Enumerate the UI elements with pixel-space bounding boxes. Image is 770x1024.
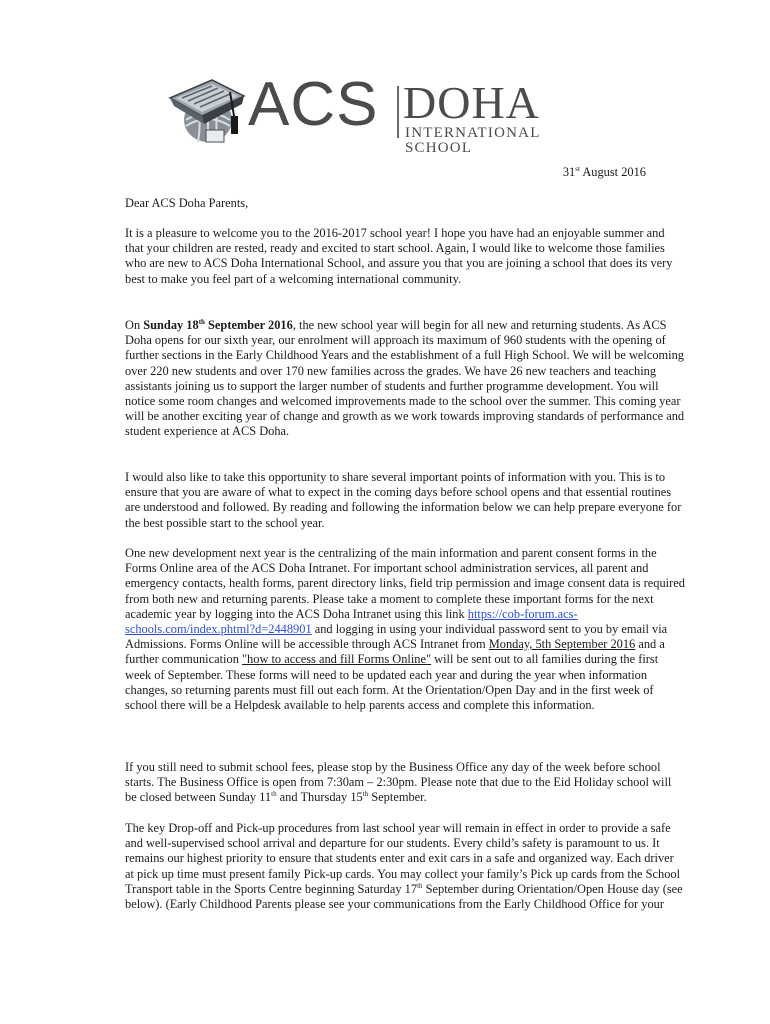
logo-acs-wordmark: ACS <box>248 70 379 139</box>
paragraph-welcome: It is a pleasure to welcome you to the 2016-2017 school year! I hope you have had an enjoyable summer and that your children are rested, ready and excited to start school. Again, I would like to welcome those families who are new to ACS Doha International School, and assure you that you are joining a school that does its very best to make you feel part of a welcoming international community. <box>125 226 673 286</box>
paragraph-new-year: On Sunday 18th September 2016, the new school year will begin for all new and returning students. As ACS Doha opens for our sixth year, our enrolment will approach its maximum of 960 students with the opening of further sections in the Early Childhood Years and the establishment of a full High School. We will be welcoming over 220 new students and over 170 new families across the grades. We have 26 new teachers and teaching assistants joining us to support the larger number of students and further programme development. You will notice some room changes and welcomed improvements made to the school over the summer. This coming year will be another exciting year of change and growth as we work towards improving standards of performance and student experience at ACS Doha. <box>125 317 685 439</box>
logo-doha-wordmark: DOHA <box>403 77 540 128</box>
forms-online-date: Monday, 5th September 2016 <box>488 637 636 652</box>
intranet-link[interactable]: https://cob-forum.acs-schools.com/index.phtml?d=2448901 <box>125 606 578 637</box>
paragraph-drop-off-pick-up: The key Drop-off and Pick-up procedures from last school year will remain in effect in order to provide a safe and well-supervised school arrival and departure for our students. Every child’s safety is paramount to us. It remains our highest priority to ensure that students enter and exit cars in a safe and organized way. Each driver at pick up time must present family Pick-up cards. You may collect your family’s Pick up cards from the School Transport table in the Sports Centre beginning Saturday 17th September during Orientation/Open House day (see below). (Early Childhood Parents please see your communications from the Early Childhood Office for your <box>125 821 683 912</box>
start-date-bold: Sunday 18th September 2016 <box>143 317 293 332</box>
paragraph-forms-online: One new development next year is the centralizing of the main information and parent consent forms in the Forms Online area of the ACS Doha Intranet. For important school administration services, all parent and emergency contacts, health forms, parent directory links, field trip permission and image consent data is required from both new and returning parents. Please take a moment to complete these important forms for the next academic year by logging into the ACS Doha Intranet using this link https://cob-forum.acs-schools.com/index.phtml?d=2448901 and logging in using your individual password sent to you by email via Admissions. Forms Online will be accessible through ACS Intranet from Monday, 5th September 2016 and a further communication "how to access and fill Forms Online" will be sent out to all families during the first week of September. These forms will need to be updated each year and during the year when information changes, so returning parents must fill out each form. At the Orientation/Open Day and in the first week of school there will be a Helpdesk available to help parents access and complete this information. <box>125 546 685 713</box>
paragraph-school-fees: If you still need to submit school fees, please stop by the Business Office any day of the week before school starts. The Business Office is open from 7:30am – 2:30pm. Please note that due to the Eid Holiday school will be closed between Sunday 11th and Thursday 15th September. <box>125 760 672 805</box>
logo-divider <box>397 86 399 138</box>
letterhead <box>168 70 608 156</box>
paragraph-information: I would also like to take this opportunity to share several important points of information with you. This is to ensure that you are aware of what to expect in the coming days before school opens and that essential routines are understood and followed. By reading and following the information below we can help prepare everyone for the best possible start to the school year. <box>125 470 682 530</box>
forms-online-guide-title: "how to access and fill Forms Online" <box>242 652 432 667</box>
salutation: Dear ACS Doha Parents, <box>125 196 249 210</box>
letter-date <box>520 165 646 180</box>
graduation-cap-logo-icon <box>168 76 246 150</box>
date-day-suffix: st <box>575 164 580 173</box>
logo-school-subtitle: INTERNATIONAL SCHOOL <box>405 125 541 156</box>
date-day: 31 <box>562 165 576 179</box>
date-month-year: August 2016 <box>579 165 646 179</box>
